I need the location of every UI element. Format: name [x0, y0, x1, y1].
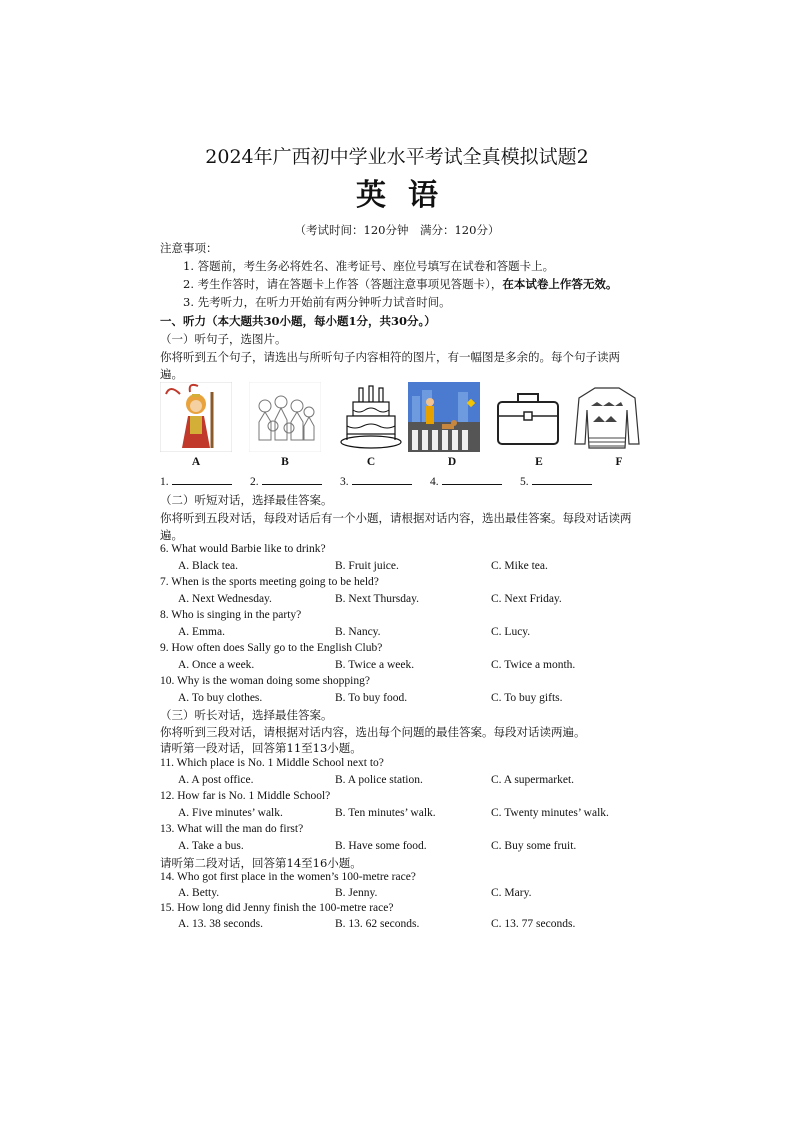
- answer-blank-5[interactable]: 5.: [520, 474, 592, 488]
- picture-label-e: E: [535, 456, 543, 468]
- part-1-instructions: 你将听到五个句子，请选出与所听句子内容相符的图片，有一幅图是多余的。每个句子读两: [160, 350, 620, 364]
- option-12-b[interactable]: B. Ten minutes’ walk.: [335, 807, 436, 819]
- question-13: 13. What will the man do first?: [160, 823, 304, 835]
- picture-label-d: D: [447, 456, 457, 468]
- option-14-b[interactable]: B. Jenny.: [335, 887, 378, 899]
- question-14: 14. Who got first place in the women’s 100-metre race?: [160, 871, 416, 883]
- picture-label-a: A: [191, 456, 201, 468]
- question-8: 8. Who is singing in the party?: [160, 609, 302, 621]
- subject-title: 英语: [356, 178, 460, 213]
- crosswalk-dog-icon: [408, 382, 480, 452]
- option-15-c[interactable]: C. 13. 77 seconds.: [491, 918, 576, 930]
- question-9: 9. How often does Sally go to the English Club?: [160, 642, 383, 654]
- answer-blank-3[interactable]: 3.: [340, 474, 412, 488]
- briefcase-icon: [492, 382, 564, 452]
- sweater-icon: [571, 382, 643, 452]
- answer-blank-4[interactable]: 4.: [430, 474, 502, 488]
- question-6: 6. What would Barbie like to drink?: [160, 543, 326, 555]
- option-11-a[interactable]: A. A post office.: [178, 774, 254, 786]
- part-3-heading: （三）听长对话，选择最佳答案。: [160, 708, 333, 722]
- note-item-1: 1. 答题前，考生务必将姓名、准考证号、座位号填写在试卷和答题卡上。: [183, 259, 555, 273]
- option-13-a[interactable]: A. Take a bus.: [178, 840, 244, 852]
- option-10-c[interactable]: C. To buy gifts.: [491, 692, 563, 704]
- dialog-2-instruction: 请听第二段对话，回答第14至16小题。: [160, 856, 362, 870]
- picture-label-b: B: [281, 456, 289, 468]
- part-1-heading: （一）听句子，选图片。: [160, 332, 287, 346]
- part-3-instructions: 你将听到三段对话，请根据对话内容，选出每个问题的最佳答案。每段对话读两遍。: [160, 725, 586, 739]
- part-2-instructions: 你将听到五段对话，每段对话后有一个小题，请根据对话内容，选出最佳答案。每段对话读两: [160, 511, 632, 525]
- option-6-a[interactable]: A. Black tea.: [178, 560, 239, 572]
- option-7-c[interactable]: C. Next Friday.: [491, 593, 562, 605]
- question-11: 11. Which place is No. 1 Middle School next to?: [160, 757, 384, 769]
- picture-label-c: C: [366, 456, 376, 468]
- question-15: 15. How long did Jenny finish the 100-metre race?: [160, 902, 394, 914]
- option-12-c[interactable]: C. Twenty minutes’ walk.: [491, 807, 609, 819]
- option-10-b[interactable]: B. To buy food.: [335, 692, 408, 704]
- part-2-heading: （二）听短对话，选择最佳答案。: [160, 493, 333, 507]
- note-item-3: 3. 先考听力，在听力开始前有两分钟听力试音时间。: [183, 295, 451, 309]
- dialog-1-instruction: 请听第一段对话，回答第11至13小题。: [160, 741, 362, 755]
- kids-group-icon: [249, 382, 321, 452]
- option-9-b[interactable]: B. Twice a week.: [335, 659, 415, 671]
- answer-blank-1[interactable]: 1.: [160, 474, 232, 488]
- option-11-c[interactable]: C. A supermarket.: [491, 774, 575, 786]
- option-7-a[interactable]: A. Next Wednesday.: [178, 593, 272, 605]
- section-1-heading: 一、听力（本大题共30小题，每小题1分，共30分。）: [160, 314, 436, 328]
- option-6-c[interactable]: C. Mike tea.: [491, 560, 548, 572]
- note-item-2: 2. 考生作答时，请在答题卡上作答（答题注意事项见答题卡），在本试卷上作答无效。: [183, 277, 618, 291]
- option-12-a[interactable]: A. Five minutes’ walk.: [178, 807, 283, 819]
- option-7-b[interactable]: B. Next Thursday.: [335, 593, 420, 605]
- option-9-a[interactable]: A. Once a week.: [178, 659, 255, 671]
- part-1-instructions-cont: 遍。: [160, 367, 183, 381]
- option-14-c[interactable]: C. Mary.: [491, 887, 532, 899]
- monkey-king-icon: [160, 382, 232, 452]
- question-12: 12. How far is No. 1 Middle School?: [160, 790, 331, 802]
- option-10-a[interactable]: A. To buy clothes.: [178, 692, 263, 704]
- notes-heading: 注意事项：: [160, 241, 218, 255]
- option-8-b[interactable]: B. Nancy.: [335, 626, 381, 638]
- exam-time-info: （考试时间：120分钟 满分：120分）: [294, 223, 500, 237]
- option-13-c[interactable]: C. Buy some fruit.: [491, 840, 577, 852]
- exam-title: 2024年广西初中学业水平考试全真模拟试题2: [205, 146, 589, 168]
- option-15-a[interactable]: A. 13. 38 seconds.: [178, 918, 263, 930]
- option-6-b[interactable]: B. Fruit juice.: [335, 560, 399, 572]
- answer-blank-2[interactable]: 2.: [250, 474, 322, 488]
- picture-label-f: F: [615, 456, 623, 468]
- option-14-a[interactable]: A. Betty.: [178, 887, 220, 899]
- birthday-cake-icon: [335, 382, 407, 452]
- option-9-c[interactable]: C. Twice a month.: [491, 659, 576, 671]
- option-8-c[interactable]: C. Lucy.: [491, 626, 531, 638]
- question-7: 7. When is the sports meeting going to be held?: [160, 576, 379, 588]
- option-13-b[interactable]: B. Have some food.: [335, 840, 427, 852]
- option-11-b[interactable]: B. A police station.: [335, 774, 423, 786]
- option-15-b[interactable]: B. 13. 62 seconds.: [335, 918, 420, 930]
- option-8-a[interactable]: A. Emma.: [178, 626, 225, 638]
- note-item-2-bold: 在本试卷上作答无效。: [502, 277, 618, 291]
- part-2-instructions-cont: 遍。: [160, 528, 183, 542]
- question-10: 10. Why is the woman doing some shopping?: [160, 675, 370, 687]
